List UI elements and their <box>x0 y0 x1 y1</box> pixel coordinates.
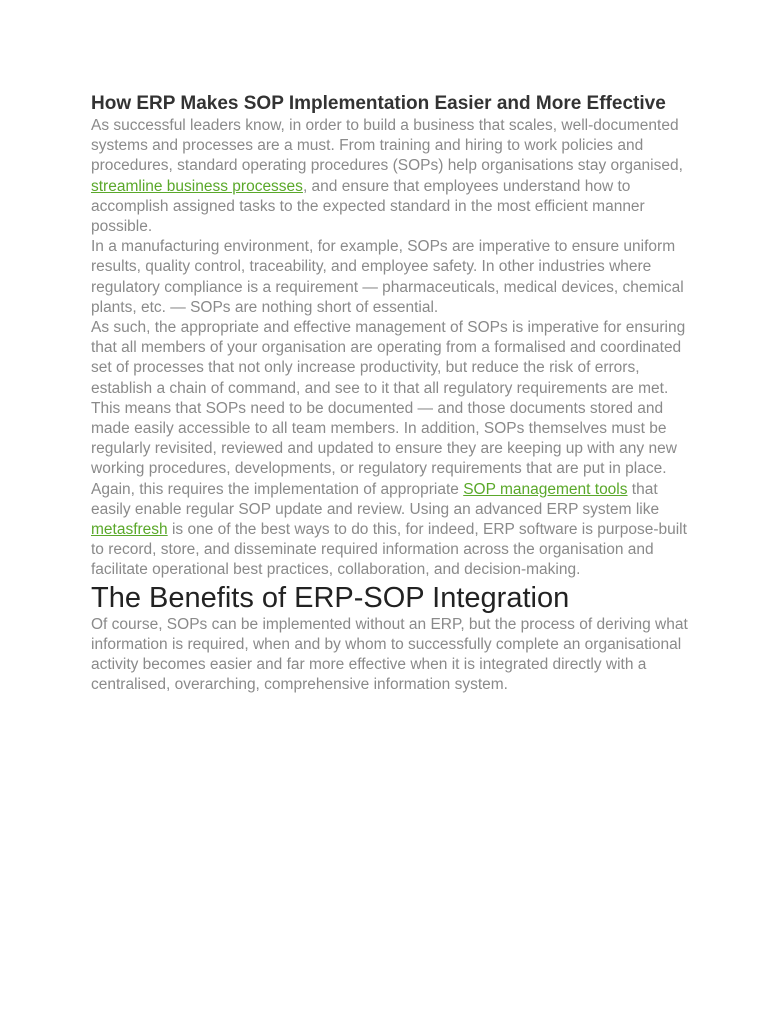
metasfresh-link[interactable]: metasfresh <box>91 521 168 539</box>
paragraph-benefits: Of course, SOPs can be implemented without an ERP, but the process of deriving what information is required, when and by whom to successfully complete an organisational activity becomes easier and far more effective when it is integrated directly with a centralised, overarching, comprehensive information system. <box>91 615 688 694</box>
paragraph-documentation <box>91 399 688 581</box>
section-heading: The Benefits of ERP-SOP Integration <box>91 581 570 614</box>
paragraph-intro-text-a: As successful leaders know, in order to build a business that scales, well-documented systems and processes are a must. From training and hiring to work policies and procedures, standard operating procedures (SOPs) help organisations stay organised, <box>91 117 683 175</box>
paragraph-management: As such, the appropriate and effective management of SOPs is imperative for ensuring that all members of your organisation are operating from a formalised and coordinated set of processes that not only increase productivity, but reduce the risk of errors, establish a chain of command, and see to it that all regulatory requirements are met. <box>91 319 686 397</box>
paragraph-manufacturing: In a manufacturing environment, for example, SOPs are imperative to ensure uniform results, quality control, traceability, and employee safety. In other industries where regulatory compliance is a requirement — pharmaceuticals, medical devices, chemical plants, etc. — SOPs are nothing short of essential. <box>91 238 684 316</box>
article-title: How ERP Makes SOP Implementation Easier and More Effective <box>91 93 666 114</box>
paragraph-documentation-text-c: is one of the best ways to do this, for indeed, ERP software is purpose-built to record, store, and disseminate required information across the organisation and facilitate operational best practices, collaboration, and decision-making. <box>91 521 687 579</box>
paragraph-intro <box>91 116 688 237</box>
paragraph-documentation-text-b: that easily enable regular SOP update and review. Using an advanced ERP system like <box>91 480 660 518</box>
paragraph-documentation-text-a: This means that SOPs need to be documented — and those documents stored and made easily accessible to all team members. In addition, SOPs themselves must be regularly revisited, reviewed and updated to ensure they are keeping up with any new working procedures, developments, or regulatory requirements that are put in place. Again, this requires the implementation of appropriate <box>91 399 677 498</box>
sop-management-tools-link[interactable]: SOP management tools <box>463 480 628 498</box>
streamline-business-processes-link[interactable]: streamline business processes <box>91 177 303 195</box>
paragraph-intro-text-b: , and ensure that employees understand how to accomplish assigned tasks to the expected standard in the most efficient manner possible. <box>91 177 645 236</box>
